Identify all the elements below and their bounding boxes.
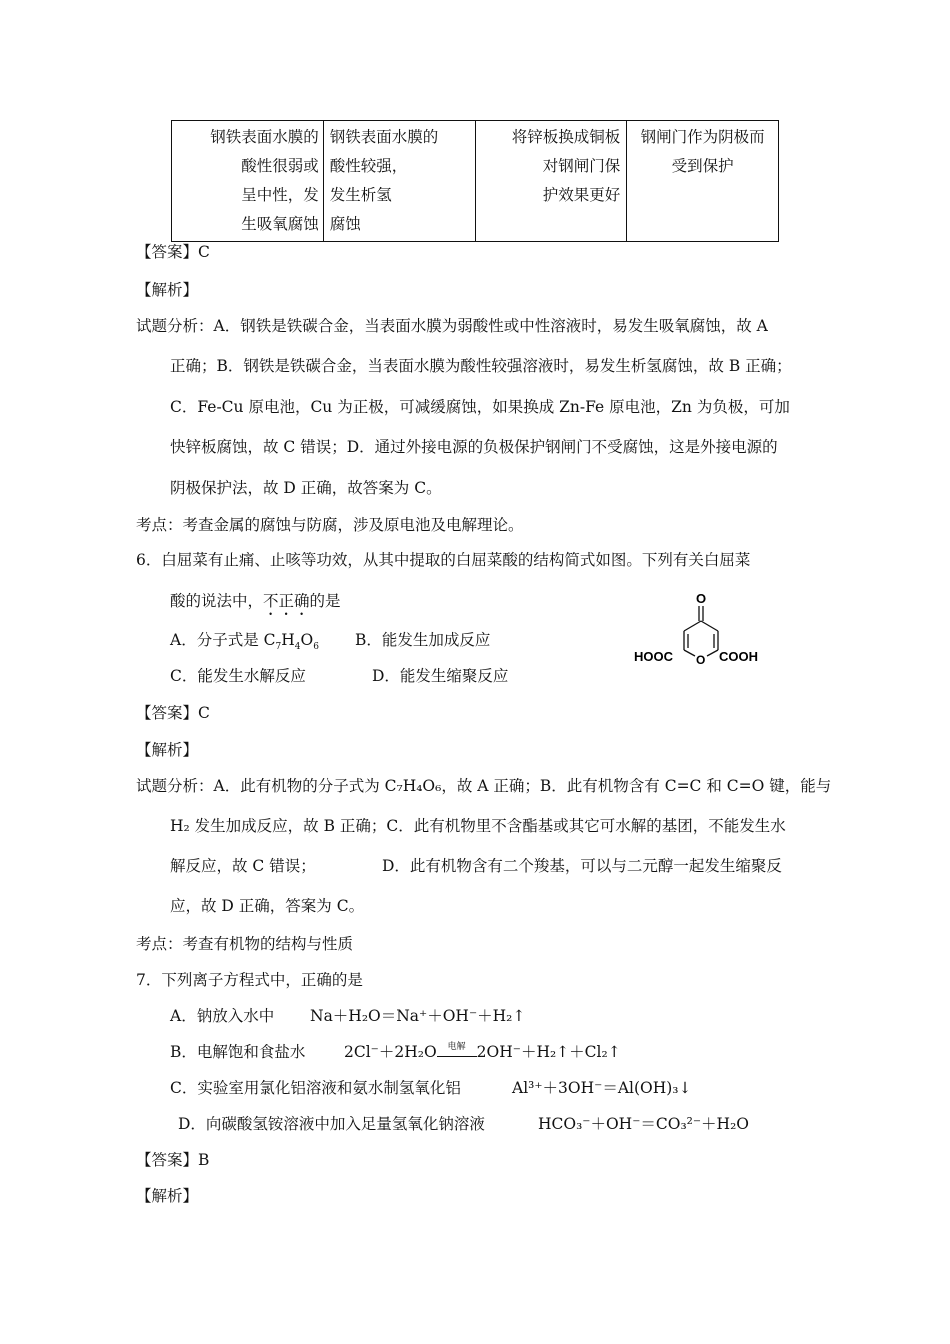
q5-analysis-line: 快锌板腐蚀，故 C 错误；D．通过外接电源的负极保护钢闸门不受腐蚀，这是外接电源的: [170, 438, 778, 456]
q7-option-a-label: A．钠放入水中: [170, 1007, 275, 1025]
q5-kaodian: 考点：考查金属的腐蚀与防腐，涉及原电池及电解理论。: [136, 516, 524, 534]
q7-answer: 【答案】B: [136, 1151, 210, 1169]
structure-label-carbonyl-o: O: [696, 591, 707, 606]
q6-option-a: A．分子式是 $C_7H_4O_6$: [170, 631, 319, 653]
electrolysis-arrow: 电解: [437, 1046, 477, 1057]
q7-option-a-equation: Na＋H₂O＝Na⁺＋OH⁻＋H₂↑: [310, 1007, 526, 1025]
q7-option-b-equation: 2Cl⁻＋2H₂O 电解 2OH⁻＋H₂↑＋Cl₂↑: [344, 1042, 621, 1061]
q7-stem: 7．下列离子方程式中，正确的是: [136, 971, 363, 989]
structure-label-hooc: HOOC: [634, 649, 673, 664]
q6-analysis-line: 解反应，故 C 错误；: [170, 857, 316, 875]
q6-stem-line2: 酸的说法中，不正确的是: [170, 592, 341, 610]
q7-option-d-equation: HCO₃⁻＋OH⁻＝CO₃²⁻＋H₂O: [538, 1115, 749, 1133]
structure-label-ring-o: O: [696, 653, 706, 667]
q6-analysis-line: 应，故 D 正确，答案为 C。: [170, 897, 365, 915]
q5-analysis-line: 试题分析：A．钢铁是铁碳合金，当表面水膜为弱酸性或中性溶液时，易发生吸氧腐蚀，故 A: [136, 317, 768, 335]
q6-answer: 【答案】C: [136, 704, 210, 722]
q7-option-b-label: B．电解饱和食盐水: [170, 1043, 306, 1061]
q6-option-d: D．能发生缩聚反应: [372, 667, 509, 685]
q6-analysis-line: 试题分析：A．此有机物的分子式为 C₇H₄O₆，故 A 正确；B．此有机物含有 C=C 和 C=O 键，能与: [136, 777, 832, 795]
q5-analysis-line: 正确；B．钢铁是铁碳合金，当表面水膜为酸性较强溶液时，易发生析氢腐蚀，故 B 正确；: [170, 357, 792, 375]
q5-analysis-line: C．Fe-Cu 原电池，Cu 为正极，可减缓腐蚀，如果换成 Zn-Fe 原电池，Zn 为负极，可加: [170, 398, 790, 416]
table-cell-c: 将锌板换成铜板 对钢闸门保 护效果更好: [475, 121, 627, 242]
q6-analysis-line: D．此有机物含有二个羧基，可以与二元醇一起发生缩聚反: [382, 857, 782, 875]
q7-option-d-label: D．向碳酸氢铵溶液中加入足量氢氧化钠溶液: [178, 1115, 485, 1133]
q6-analysis-label: 【解析】: [136, 741, 199, 759]
q5-analysis-label: 【解析】: [136, 281, 199, 299]
q6-stem-line1: 6．白屈菜有止痛、止咳等功效，从其中提取的白屈菜酸的结构简式如图。下列有关白屈菜: [136, 551, 751, 569]
q5-analysis-line: 阴极保护法，故 D 正确，故答案为 C。: [170, 479, 442, 497]
structure-label-cooh: COOH: [719, 649, 758, 664]
options-table: [171, 120, 779, 242]
q6-kaodian: 考点：考查有机物的结构与性质: [136, 935, 354, 953]
emphasis-not-correct: 不正确: [263, 592, 310, 610]
table-cell-d: 钢闸门作为阴极而 受到保护: [627, 121, 779, 242]
q7-option-c-label: C．实验室用氯化铝溶液和氨水制氢氧化铝: [170, 1079, 461, 1097]
table-cell-b: 钢铁表面水膜的 酸性较强， 发生析氢 腐蚀: [323, 121, 475, 242]
q7-analysis-label: 【解析】: [136, 1187, 199, 1205]
chelidonic-acid-structure: [630, 588, 770, 670]
q5-answer: 【答案】C: [136, 243, 210, 261]
q6-analysis-line: H₂ 发生加成反应，故 B 正确；C．此有机物里不含酯基或其它可水解的基团，不能发生水: [170, 817, 786, 835]
table-cell-a: 钢铁表面水膜的 酸性很弱或 呈中性，发 生吸氧腐蚀: [172, 121, 324, 242]
q6-option-c: C．能发生水解反应: [170, 667, 306, 685]
q7-option-c-equation: Al³⁺＋3OH⁻＝Al(OH)₃↓: [512, 1079, 692, 1097]
q6-option-b: B．能发生加成反应: [355, 631, 491, 649]
